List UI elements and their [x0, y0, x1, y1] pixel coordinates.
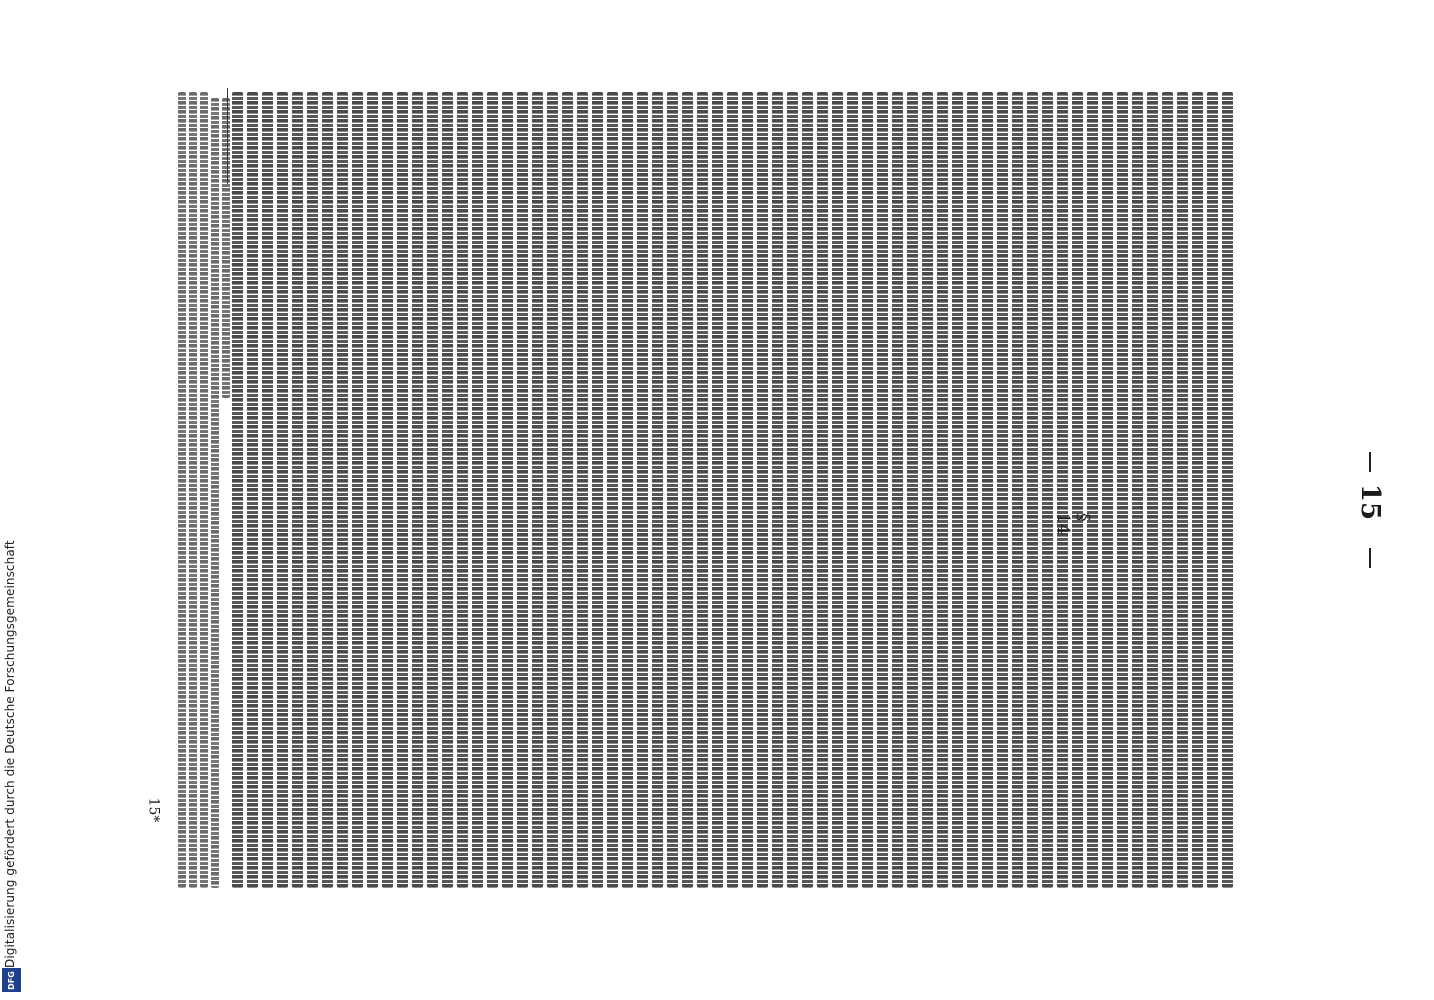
section-heading-text: § 14	[1053, 513, 1093, 535]
footnote-block	[28, 0, 198, 1000]
dfg-logo	[2, 968, 21, 992]
signature-mark-text: 15*	[145, 797, 162, 823]
digitization-footer	[0, 0, 24, 1000]
page-number-dash-top	[1369, 452, 1371, 472]
dfg-logo-text: DFG	[6, 970, 16, 990]
page-number	[1355, 482, 1385, 522]
signature-mark	[142, 790, 164, 830]
page-number-text: 15	[1355, 483, 1385, 521]
scanned-page	[28, 0, 1434, 1000]
page-number-dash-bottom	[1369, 548, 1371, 568]
left-column-text	[232, 0, 1232, 1000]
digitization-note: Digitalisierung gefördert durch die Deutsche Forschungsgemeinschaft	[3, 540, 17, 968]
footnote-rule	[227, 88, 228, 184]
section-heading	[1053, 505, 1093, 545]
